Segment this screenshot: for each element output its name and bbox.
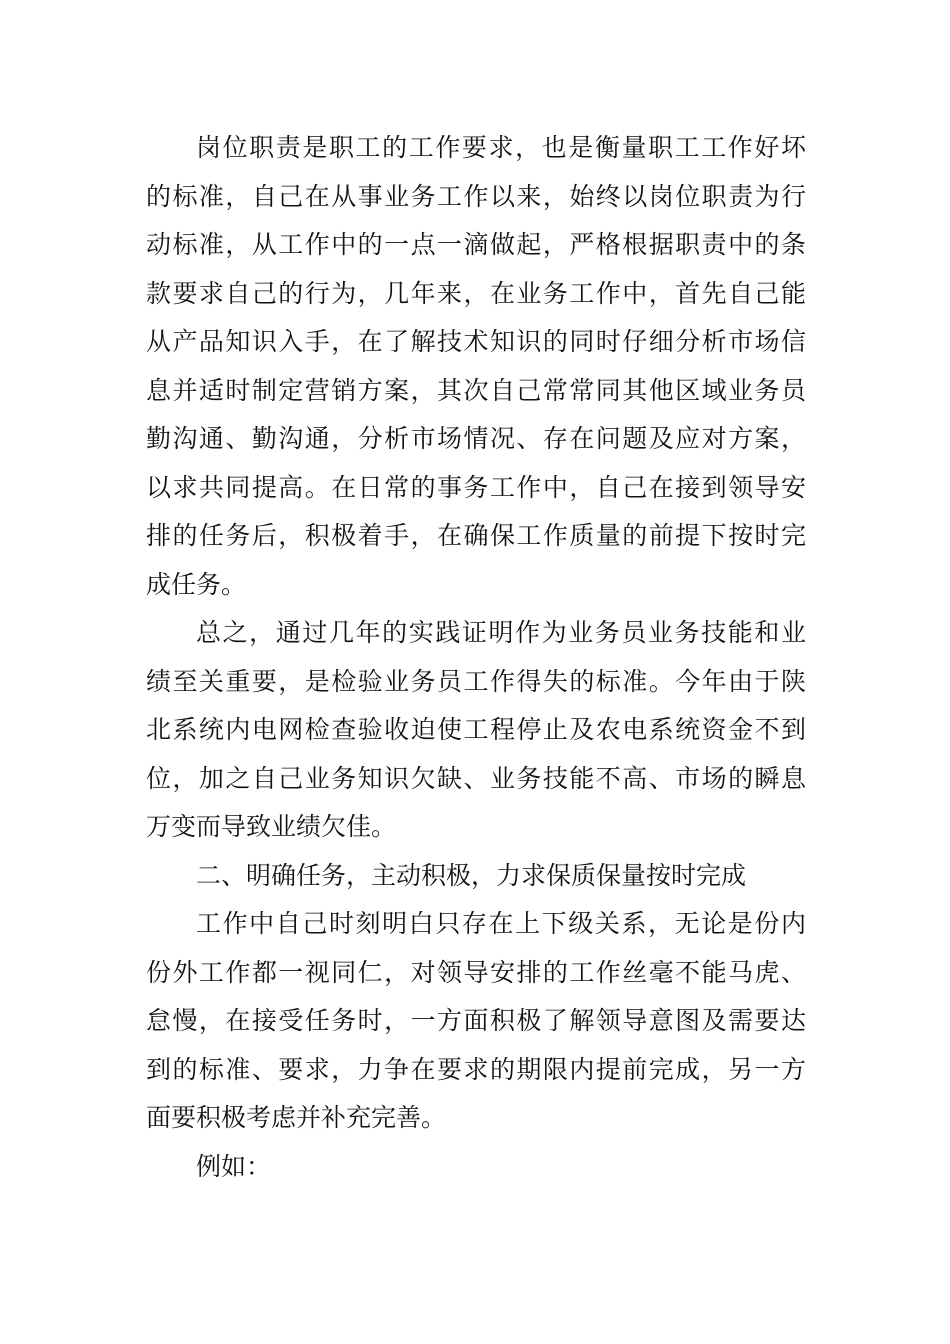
text-line: 成任务。 [146, 569, 247, 599]
text-line: 份外工作都一视同仁，对领导安排的工作丝毫不能马虎、 [146, 957, 806, 987]
text-line: 工作中自己时刻明白只存在上下级关系，无论是份内 [196, 909, 806, 938]
text-line: 岗位职责是职工的工作要求，也是衡量职工工作好坏 [196, 133, 806, 162]
text-line: 怠慢，在接受任务时，一方面积极了解领导意图及需要达 [146, 1006, 806, 1035]
text-line: 万变而导致业绩欠佳。 [146, 812, 397, 841]
text-line: 北系统内电网检查验收迫使工程停止及农电系统资金不到 [146, 715, 806, 744]
text-line: 绩至关重要，是检验业务员工作得失的标准。今年由于陕 [146, 666, 806, 696]
text-line: 排的任务后，积极着手，在确保工作质量的前提下按时完 [146, 521, 806, 550]
text-line: 的标准，自己在从事业务工作以来，始终以岗位职责为行 [146, 181, 806, 211]
text-line: 到的标准、要求，力争在要求的期限内提前完成，另一方 [146, 1054, 806, 1084]
text-line: 以求共同提高。在日常的事务工作中，自己在接到领导安 [146, 472, 806, 502]
text-line: 例如： [196, 1151, 272, 1181]
text-line: 位，加之自己业务知识欠缺、业务技能不高、市场的瞬息 [146, 763, 806, 793]
text-line: 动标准，从工作中的一点一滴做起，严格根据职责中的条 [146, 230, 806, 259]
text-line: 款要求自己的行为，几年来，在业务工作中，首先自己能 [146, 278, 806, 308]
text-line: 总之，通过几年的实践证明作为业务员业务技能和业 [196, 618, 806, 647]
text-line: 息并适时制定营销方案，其次自己常常同其他区域业务员 [146, 375, 806, 405]
document-page [146, 124, 806, 1191]
text-line: 勤沟通、勤沟通，分析市场情况、存在问题及应对方案， [146, 424, 806, 453]
text-line: 从产品知识入手，在了解技术知识的同时仔细分析市场信 [146, 327, 806, 356]
text-line: 面要积极考虑并补充完善。 [146, 1103, 447, 1132]
section-heading: 二、明确任务，主动积极，力求保质保量按时完成 [196, 860, 747, 890]
